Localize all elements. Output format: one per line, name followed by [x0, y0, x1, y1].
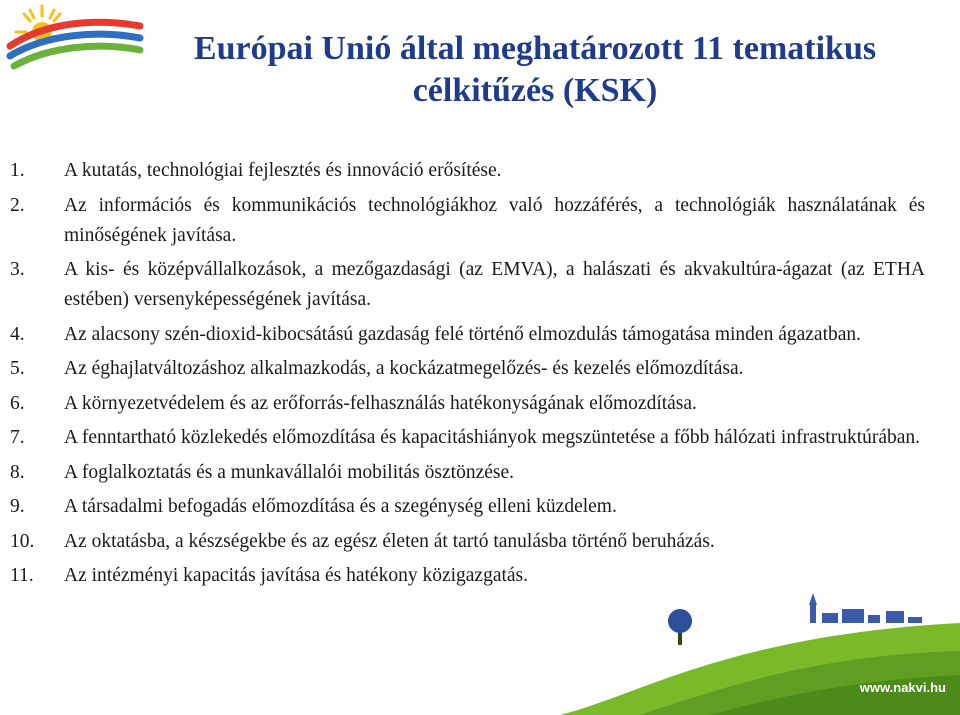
item-text: A kis- és középvállalkozások, a mezőgazdasági (az EMVA), a halászati és akvakultúra-ágazat (az ETHA estében) versenyképességének javítása. [64, 259, 925, 310]
item-text: A társadalmi befogadás előmozdítása és a szegénység elleni küzdelem. [64, 496, 617, 517]
list-item [10, 492, 925, 522]
list-item [10, 423, 925, 453]
page-title [160, 28, 910, 112]
item-number: 7. [10, 427, 25, 448]
item-number: 10. [10, 530, 35, 552]
item-number: 5. [10, 358, 25, 379]
website-link[interactable]: www.nakvi.hu [859, 680, 946, 695]
list-item [10, 527, 925, 557]
list-item [10, 156, 925, 186]
item-number: 9. [10, 496, 25, 517]
item-text: Az információs és kommunikációs technológiákhoz való hozzáférés, a technológiák használatának és minőségének javítása. [64, 194, 925, 246]
list-item [10, 389, 925, 419]
item-number: 2. [10, 194, 25, 216]
item-number: 1. [10, 160, 25, 181]
item-text: A fenntartható közlekedés előmozdítása és kapacitáshiányok megszüntetése a főbb hálózati infrastruktúrában. [64, 427, 921, 448]
item-text: Az intézményi kapacitás javítása és hatékony közigazgatás. [64, 565, 529, 586]
village-icon [809, 593, 922, 623]
item-text: Az éghajlatváltozáshoz alkalmazkodás, a kockázatmegelőzés- és kezelés előmozdítása. [64, 358, 744, 379]
list-item [10, 320, 925, 350]
objectives-list [10, 156, 925, 596]
list-item [10, 255, 925, 315]
item-text: Az alacsony szén-dioxid-kibocsátású gazdaság felé történő elmozdulás támogatása minden ágazatban. [64, 323, 862, 345]
item-number: 8. [10, 461, 25, 483]
title-line-1: Európai Unió által meghatározott 11 tematikus [193, 30, 877, 67]
list-item [10, 354, 925, 384]
item-number: 11. [10, 565, 34, 586]
item-text: A foglalkoztatás és a munkavállalói mobilitás ösztönzése. [64, 461, 515, 483]
item-text: A környezetvédelem és az erőforrás-felhasználás hatékonyságának előmozdítása. [64, 392, 697, 414]
title-line-2: célkitűzés (KSK) [412, 72, 658, 109]
item-number: 4. [10, 323, 25, 345]
list-item [10, 458, 925, 488]
tree-icon [668, 609, 692, 645]
item-text: Az oktatásba, a készségekbe és az egész életen át tartó tanulásba történő beruházás. [64, 530, 715, 552]
item-text: A kutatás, technológiai fejlesztés és innováció erősítése. [64, 160, 502, 181]
list-item [10, 191, 925, 251]
nakvi-logo [6, 2, 146, 80]
item-number: 3. [10, 259, 25, 280]
item-number: 6. [10, 392, 25, 414]
